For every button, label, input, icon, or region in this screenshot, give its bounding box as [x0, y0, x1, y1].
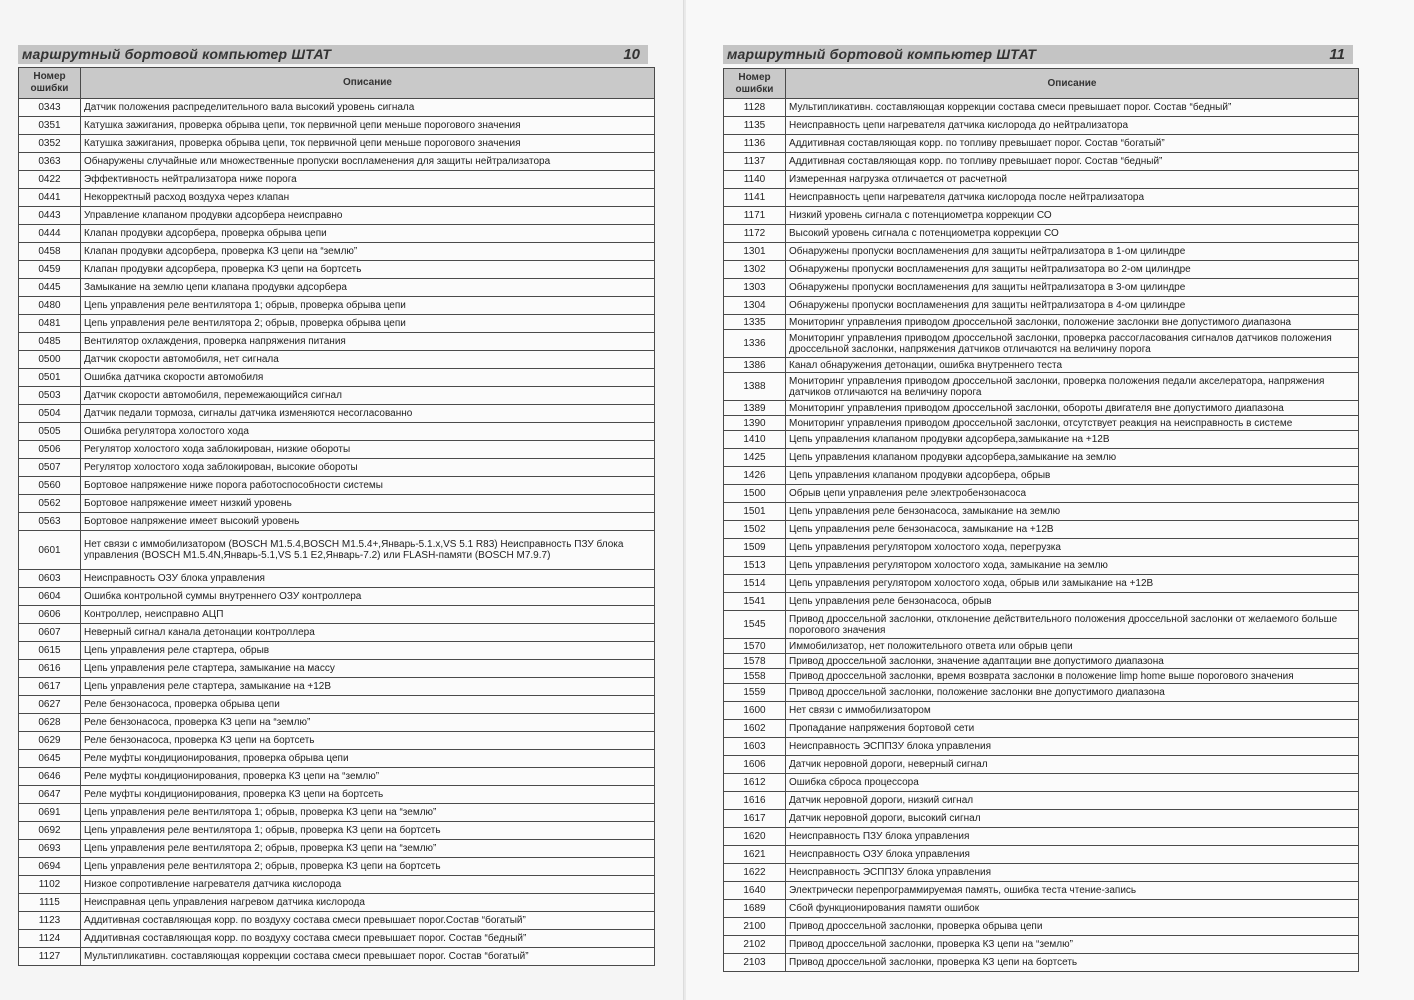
table-row — [19, 624, 655, 642]
table-header-row — [19, 68, 655, 99]
error-description-cell: Реле бензонасоса, проверка обрыва цепи — [81, 696, 655, 714]
table-row — [19, 495, 655, 513]
error-description-cell: Клапан продувки адсорбера, проверка КЗ цепи на “землю” — [81, 243, 655, 261]
error-code-cell: 0604 — [19, 588, 81, 606]
error-code-cell: 0459 — [19, 261, 81, 279]
table-row — [724, 330, 1359, 358]
error-description-cell: Цепь управления реле вентилятора 2; обрыв, проверка КЗ цепи на бортсеть — [81, 858, 655, 876]
error-description-cell: Нет связи с иммобилизатором — [786, 702, 1359, 720]
error-code-cell: 0445 — [19, 279, 81, 297]
error-description-cell: Иммобилизатор, нет положительного ответа или обрыв цепи — [786, 639, 1359, 654]
table-row — [19, 117, 655, 135]
error-description-cell: Обрыв цепи управления реле электробензонасоса — [786, 485, 1359, 503]
table-row — [19, 696, 655, 714]
error-code-cell: 1559 — [724, 684, 786, 702]
error-code-cell: 1386 — [724, 358, 786, 373]
table-row — [724, 738, 1359, 756]
table-row — [724, 611, 1359, 639]
error-code-cell: 1389 — [724, 401, 786, 416]
error-code-cell: 0501 — [19, 369, 81, 387]
error-description-cell: Датчик неровной дороги, низкий сигнал — [786, 792, 1359, 810]
table-row — [19, 822, 655, 840]
error-description-cell: Вентилятор охлаждения, проверка напряжения питания — [81, 333, 655, 351]
table-row — [19, 894, 655, 912]
error-description-cell: Цепь управления регулятором холостого хода, обрыв или замыкание на +12В — [786, 575, 1359, 593]
error-description-cell: Некорректный расход воздуха через клапан — [81, 189, 655, 207]
error-code-cell: 1620 — [724, 828, 786, 846]
error-description-cell: Цепь управления реле вентилятора 2; обрыв, проверка КЗ цепи на “землю” — [81, 840, 655, 858]
table-row — [724, 575, 1359, 593]
table-row — [724, 171, 1359, 189]
error-description-cell: Мультипликативн. составляющая коррекции состава смеси превышает порог. Состав “богатый” — [81, 948, 655, 966]
table-row — [724, 449, 1359, 467]
error-code-cell: 1141 — [724, 189, 786, 207]
table-row — [19, 243, 655, 261]
error-description-cell: Аддитивная составляющая корр. по воздуху состава смеси превышает порог.Состав “богатый” — [81, 912, 655, 930]
table-row — [724, 954, 1359, 972]
error-description-cell: Датчик неровной дороги, неверный сигнал — [786, 756, 1359, 774]
table-row — [19, 279, 655, 297]
table-row — [724, 521, 1359, 539]
table-row — [724, 918, 1359, 936]
error-description-cell: Цепь управления регулятором холостого хода, замыкание на землю — [786, 557, 1359, 575]
error-description-cell: Обнаружены пропуски воспламенения для защиты нейтрализатора в 1-ом цилиндре — [786, 243, 1359, 261]
error-code-cell: 0352 — [19, 135, 81, 153]
table-row — [724, 189, 1359, 207]
table-row — [724, 900, 1359, 918]
error-description-cell: Цепь управления клапаном продувки адсорбера,замыкание на +12В — [786, 431, 1359, 449]
table-row — [724, 654, 1359, 669]
error-code-cell: 1616 — [724, 792, 786, 810]
table-row — [724, 373, 1359, 401]
table-row — [19, 99, 655, 117]
error-description-cell: Сбой функционирования памяти ошибок — [786, 900, 1359, 918]
table-row — [724, 297, 1359, 315]
left-header-title: маршрутный бортовой компьютер ШТАТ — [22, 46, 332, 62]
error-description-cell: Неисправность цепи нагревателя датчика кислорода до нейтрализатора — [786, 117, 1359, 135]
error-description-cell: Контроллер, неисправно АЦП — [81, 606, 655, 624]
error-description-cell: Неисправность ЭСППЗУ блока управления — [786, 864, 1359, 882]
table-row — [19, 804, 655, 822]
column-header-code: Номер ошибки — [19, 68, 81, 99]
error-code-cell: 1140 — [724, 171, 786, 189]
error-description-cell: Привод дроссельной заслонки, отклонение действительного положения дроссельной заслонки от желаемого больше порогового значения — [786, 611, 1359, 639]
table-row — [19, 513, 655, 531]
error-code-cell: 1124 — [19, 930, 81, 948]
error-description-cell: Цепь управления реле вентилятора 1; обрыв, проверка КЗ цепи на “землю” — [81, 804, 655, 822]
table-row — [19, 531, 655, 570]
table-row — [724, 669, 1359, 684]
error-description-cell: Катушка зажигания, проверка обрыва цепи, ток первичной цепи меньше порогового значения — [81, 117, 655, 135]
error-description-cell: Ошибка регулятора холостого хода — [81, 423, 655, 441]
table-row — [724, 828, 1359, 846]
error-description-cell: Реле бензонасоса, проверка КЗ цепи на бортсеть — [81, 732, 655, 750]
error-code-cell: 1426 — [724, 467, 786, 485]
table-row — [724, 936, 1359, 954]
table-row — [724, 792, 1359, 810]
error-code-cell: 0645 — [19, 750, 81, 768]
error-code-cell: 0351 — [19, 117, 81, 135]
error-description-cell: Мониторинг управления приводом дроссельной заслонки, обороты двигателя вне допустимого диапазона — [786, 401, 1359, 416]
table-row — [724, 593, 1359, 611]
error-code-cell: 1545 — [724, 611, 786, 639]
error-description-cell: Бортовое напряжение ниже порога работоспособности системы — [81, 477, 655, 495]
error-code-cell: 0504 — [19, 405, 81, 423]
error-description-cell: Цепь управления реле бензонасоса, обрыв — [786, 593, 1359, 611]
error-code-cell: 1600 — [724, 702, 786, 720]
table-row — [19, 477, 655, 495]
error-code-cell: 0693 — [19, 840, 81, 858]
error-description-cell: Обнаружены случайные или множественные пропуски воспламенения для защиты нейтрализатора — [81, 153, 655, 171]
error-code-cell: 0691 — [19, 804, 81, 822]
error-description-cell: Привод дроссельной заслонки, значение адаптации вне допустимого диапазона — [786, 654, 1359, 669]
table-row — [724, 684, 1359, 702]
error-description-cell: Канал обнаружения детонации, ошибка внутреннего теста — [786, 358, 1359, 373]
table-row — [19, 714, 655, 732]
error-description-cell: Неисправная цепь управления нагревом датчика кислорода — [81, 894, 655, 912]
table-row — [19, 207, 655, 225]
error-code-cell: 1336 — [724, 330, 786, 358]
error-description-cell: Мультипликативн. составляющая коррекции состава смеси превышает порог. Состав “бедный” — [786, 99, 1359, 117]
error-description-cell: Привод дроссельной заслонки, проверка обрыва цепи — [786, 918, 1359, 936]
table-row — [724, 315, 1359, 330]
table-row — [19, 786, 655, 804]
error-code-cell: 1514 — [724, 575, 786, 593]
table-row — [19, 171, 655, 189]
table-row — [724, 810, 1359, 828]
error-code-cell: 0603 — [19, 570, 81, 588]
error-code-cell: 1128 — [724, 99, 786, 117]
error-description-cell: Ошибка контрольной суммы внутреннего ОЗУ контроллера — [81, 588, 655, 606]
error-description-cell: Обнаружены пропуски воспламенения для защиты нейтрализатора во 2-ом цилиндре — [786, 261, 1359, 279]
error-code-cell: 1135 — [724, 117, 786, 135]
table-row — [724, 358, 1359, 373]
error-code-cell: 1513 — [724, 557, 786, 575]
table-row — [724, 401, 1359, 416]
error-code-cell: 1301 — [724, 243, 786, 261]
table-row — [19, 606, 655, 624]
left-page-header — [18, 45, 648, 64]
error-description-cell: Клапан продувки адсорбера, проверка КЗ цепи на бортсеть — [81, 261, 655, 279]
error-description-cell: Нет связи с иммобилизатором (BOSCH M1.5.4,BOSCH M1.5.4+,Январь-5.1.x,VS 5.1 R83) Неисправность ПЗУ блока управления (BOSCH M1.5.4N,Январь-5.1,VS 5.1 E2,Январь-7.2) или FLASH-памяти (BOSCH M7.9.7) — [81, 531, 655, 570]
error-description-cell: Цепь управления реле стартера, замыкание на +12В — [81, 678, 655, 696]
error-description-cell: Цепь управления реле стартера, замыкание на массу — [81, 660, 655, 678]
error-description-cell: Мониторинг управления приводом дроссельной заслонки, проверка положения педали акселератора, напряжения датчиков отличаются на величину порога — [786, 373, 1359, 401]
column-header-description: Описание — [81, 68, 655, 99]
error-code-cell: 1172 — [724, 225, 786, 243]
table-row — [19, 189, 655, 207]
error-code-cell: 0441 — [19, 189, 81, 207]
error-code-cell: 1390 — [724, 416, 786, 431]
error-code-cell: 2102 — [724, 936, 786, 954]
table-row — [19, 660, 655, 678]
column-header-description: Описание — [786, 69, 1359, 99]
error-code-cell: 0646 — [19, 768, 81, 786]
table-row — [724, 864, 1359, 882]
error-code-cell: 1136 — [724, 135, 786, 153]
error-code-cell: 1115 — [19, 894, 81, 912]
error-description-cell: Датчик скорости автомобиля, нет сигнала — [81, 351, 655, 369]
error-code-cell: 0343 — [19, 99, 81, 117]
error-code-cell: 0560 — [19, 477, 81, 495]
error-code-cell: 1689 — [724, 900, 786, 918]
error-code-cell: 0629 — [19, 732, 81, 750]
left-page-number: 10 — [623, 46, 640, 63]
error-code-cell: 1558 — [724, 669, 786, 684]
error-description-cell: Ошибка датчика скорости автомобиля — [81, 369, 655, 387]
table-row — [19, 225, 655, 243]
error-code-cell: 0647 — [19, 786, 81, 804]
error-description-cell: Датчик педали тормоза, сигналы датчика изменяются несогласованно — [81, 405, 655, 423]
error-code-cell: 1410 — [724, 431, 786, 449]
error-description-cell: Измеренная нагрузка отличается от расчетной — [786, 171, 1359, 189]
table-row — [724, 557, 1359, 575]
error-description-cell: Цепь управления реле вентилятора 1; обрыв, проверка обрыва цепи — [81, 297, 655, 315]
error-code-cell: 1602 — [724, 720, 786, 738]
table-row — [19, 750, 655, 768]
error-code-cell: 1302 — [724, 261, 786, 279]
error-description-cell: Аддитивная составляющая корр. по топливу превышает порог. Состав “богатый” — [786, 135, 1359, 153]
error-code-cell: 0607 — [19, 624, 81, 642]
error-code-cell: 1606 — [724, 756, 786, 774]
table-row — [724, 503, 1359, 521]
error-description-cell: Датчик неровной дороги, высокий сигнал — [786, 810, 1359, 828]
error-description-cell: Реле муфты кондиционирования, проверка КЗ цепи на “землю” — [81, 768, 655, 786]
error-description-cell: Цепь управления реле стартера, обрыв — [81, 642, 655, 660]
error-code-cell: 2103 — [724, 954, 786, 972]
table-row — [19, 459, 655, 477]
error-code-cell: 1509 — [724, 539, 786, 557]
error-description-cell: Датчик положения распределительного вала высокий уровень сигнала — [81, 99, 655, 117]
error-code-cell: 1127 — [19, 948, 81, 966]
error-code-cell: 0505 — [19, 423, 81, 441]
error-code-cell: 0422 — [19, 171, 81, 189]
error-code-cell: 1622 — [724, 864, 786, 882]
table-row — [19, 948, 655, 966]
table-row — [724, 431, 1359, 449]
error-code-cell: 0481 — [19, 315, 81, 333]
error-description-cell: Цепь управления реле бензонасоса, замыкание на +12В — [786, 521, 1359, 539]
left-error-table — [18, 67, 655, 966]
error-description-cell: Привод дроссельной заслонки, проверка КЗ цепи на бортсеть — [786, 954, 1359, 972]
table-header-row — [724, 69, 1359, 99]
table-row — [724, 279, 1359, 297]
error-description-cell: Цепь управления клапаном продувки адсорбера, обрыв — [786, 467, 1359, 485]
error-description-cell: Эффективность нейтрализатора ниже порога — [81, 171, 655, 189]
right-header-title: маршрутный бортовой компьютер ШТАТ — [727, 46, 1037, 62]
error-description-cell: Бортовое напряжение имеет низкий уровень — [81, 495, 655, 513]
error-code-cell: 1137 — [724, 153, 786, 171]
error-code-cell: 0601 — [19, 531, 81, 570]
error-code-cell: 0616 — [19, 660, 81, 678]
error-code-cell: 1640 — [724, 882, 786, 900]
table-row — [724, 99, 1359, 117]
error-code-cell: 0606 — [19, 606, 81, 624]
error-description-cell: Замыкание на землю цепи клапана продувки адсорбера — [81, 279, 655, 297]
error-description-cell: Бортовое напряжение имеет высокий уровень — [81, 513, 655, 531]
error-code-cell: 1578 — [724, 654, 786, 669]
table-row — [19, 351, 655, 369]
table-row — [19, 297, 655, 315]
table-row — [724, 539, 1359, 557]
error-description-cell: Неисправность ПЗУ блока управления — [786, 828, 1359, 846]
error-code-cell: 0444 — [19, 225, 81, 243]
error-description-cell: Привод дроссельной заслонки, время возврата заслонки в положение limp home выше порогового значения — [786, 669, 1359, 684]
error-description-cell: Обнаружены пропуски воспламенения для защиты нейтрализатора в 4-ом цилиндре — [786, 297, 1359, 315]
error-code-cell: 0506 — [19, 441, 81, 459]
error-description-cell: Высокий уровень сигнала с потенциометра коррекции СО — [786, 225, 1359, 243]
error-code-cell: 0480 — [19, 297, 81, 315]
table-row — [19, 930, 655, 948]
error-description-cell: Мониторинг управления приводом дроссельной заслонки, отсутствует реакция на неисправность в системе — [786, 416, 1359, 431]
table-row — [724, 153, 1359, 171]
error-description-cell: Неисправность цепи нагревателя датчика кислорода после нейтрализатора — [786, 189, 1359, 207]
error-description-cell: Цепь управления реле бензонасоса, замыкание на землю — [786, 503, 1359, 521]
error-code-cell: 0627 — [19, 696, 81, 714]
error-code-cell: 0363 — [19, 153, 81, 171]
error-code-cell: 1303 — [724, 279, 786, 297]
table-row — [19, 732, 655, 750]
table-row — [19, 840, 655, 858]
table-row — [724, 485, 1359, 503]
table-row — [19, 135, 655, 153]
error-description-cell: Аддитивная составляющая корр. по воздуху состава смеси превышает порог. Состав “бедный” — [81, 930, 655, 948]
error-code-cell: 0615 — [19, 642, 81, 660]
error-description-cell: Датчик скорости автомобиля, перемежающийся сигнал — [81, 387, 655, 405]
error-description-cell: Пропадание напряжения бортовой сети — [786, 720, 1359, 738]
error-description-cell: Низкое сопротивление нагревателя датчика кислорода — [81, 876, 655, 894]
error-code-cell: 1612 — [724, 774, 786, 792]
right-page-header — [723, 45, 1353, 64]
table-row — [724, 467, 1359, 485]
error-code-cell: 1102 — [19, 876, 81, 894]
error-code-cell: 0500 — [19, 351, 81, 369]
table-row — [724, 702, 1359, 720]
error-description-cell: Неисправность ЭСППЗУ блока управления — [786, 738, 1359, 756]
error-code-cell: 2100 — [724, 918, 786, 936]
error-code-cell: 0694 — [19, 858, 81, 876]
table-row — [724, 243, 1359, 261]
error-code-cell: 1171 — [724, 207, 786, 225]
table-row — [724, 756, 1359, 774]
table-row — [19, 405, 655, 423]
table-row — [19, 678, 655, 696]
error-description-cell: Реле муфты кондиционирования, проверка КЗ цепи на бортсеть — [81, 786, 655, 804]
error-code-cell: 0503 — [19, 387, 81, 405]
table-row — [724, 261, 1359, 279]
table-row — [724, 882, 1359, 900]
error-description-cell: Катушка зажигания, проверка обрыва цепи, ток первичной цепи меньше порогового значения — [81, 135, 655, 153]
table-row — [724, 117, 1359, 135]
table-row — [19, 261, 655, 279]
error-code-cell: 0563 — [19, 513, 81, 531]
error-description-cell: Реле бензонасоса, проверка КЗ цепи на “землю” — [81, 714, 655, 732]
error-description-cell: Реле муфты кондиционирования, проверка обрыва цепи — [81, 750, 655, 768]
error-code-cell: 0562 — [19, 495, 81, 513]
table-row — [19, 588, 655, 606]
error-code-cell: 1621 — [724, 846, 786, 864]
right-error-table — [723, 68, 1359, 972]
table-row — [724, 207, 1359, 225]
error-description-cell: Цепь управления реле вентилятора 2; обрыв, проверка обрыва цепи — [81, 315, 655, 333]
error-code-cell: 1603 — [724, 738, 786, 756]
table-row — [19, 369, 655, 387]
error-description-cell: Цепь управления реле вентилятора 1; обрыв, проверка КЗ цепи на бортсеть — [81, 822, 655, 840]
error-code-cell: 1617 — [724, 810, 786, 828]
error-description-cell: Регулятор холостого хода заблокирован, высокие обороты — [81, 459, 655, 477]
table-row — [19, 912, 655, 930]
error-code-cell: 1502 — [724, 521, 786, 539]
error-code-cell: 0507 — [19, 459, 81, 477]
error-code-cell: 0617 — [19, 678, 81, 696]
error-code-cell: 0458 — [19, 243, 81, 261]
table-row — [724, 639, 1359, 654]
table-row — [19, 441, 655, 459]
error-code-cell: 0692 — [19, 822, 81, 840]
error-code-cell: 1501 — [724, 503, 786, 521]
table-row — [19, 315, 655, 333]
table-row — [19, 570, 655, 588]
error-description-cell: Управление клапаном продувки адсорбера неисправно — [81, 207, 655, 225]
error-description-cell: Мониторинг управления приводом дроссельной заслонки, положение заслонки вне допустимого диапазона — [786, 315, 1359, 330]
table-row — [19, 387, 655, 405]
error-code-cell: 0443 — [19, 207, 81, 225]
table-row — [724, 846, 1359, 864]
error-code-cell: 1541 — [724, 593, 786, 611]
table-row — [724, 416, 1359, 431]
table-row — [19, 858, 655, 876]
error-code-cell: 1425 — [724, 449, 786, 467]
error-code-cell: 1123 — [19, 912, 81, 930]
error-code-cell: 1500 — [724, 485, 786, 503]
error-code-cell: 1335 — [724, 315, 786, 330]
table-row — [724, 135, 1359, 153]
right-page-number: 11 — [1329, 46, 1345, 63]
error-code-cell: 1304 — [724, 297, 786, 315]
error-description-cell: Цепь управления клапаном продувки адсорбера,замыкание на землю — [786, 449, 1359, 467]
table-row — [19, 642, 655, 660]
error-description-cell: Низкий уровень сигнала с потенциометра коррекции СО — [786, 207, 1359, 225]
table-row — [724, 720, 1359, 738]
error-description-cell: Неисправность ОЗУ блока управления — [786, 846, 1359, 864]
error-code-cell: 1388 — [724, 373, 786, 401]
error-description-cell: Электрически перепрограммируемая память, ошибка теста чтение-запись — [786, 882, 1359, 900]
error-code-cell: 0485 — [19, 333, 81, 351]
error-description-cell: Привод дроссельной заслонки, проверка КЗ цепи на “землю” — [786, 936, 1359, 954]
error-description-cell: Неверный сигнал канала детонации контроллера — [81, 624, 655, 642]
error-description-cell: Ошибка сброса процессора — [786, 774, 1359, 792]
table-row — [19, 876, 655, 894]
table-row — [19, 423, 655, 441]
error-description-cell: Аддитивная составляющая корр. по топливу превышает порог. Состав “бедный” — [786, 153, 1359, 171]
table-row — [724, 774, 1359, 792]
error-code-cell: 1570 — [724, 639, 786, 654]
error-description-cell: Регулятор холостого хода заблокирован, низкие обороты — [81, 441, 655, 459]
error-description-cell: Мониторинг управления приводом дроссельной заслонки, проверка рассогласования сигналов датчиков положения дроссельной заслонки, напряжения датчиков отличаются на величину порога — [786, 330, 1359, 358]
table-row — [724, 225, 1359, 243]
error-description-cell: Неисправность ОЗУ блока управления — [81, 570, 655, 588]
error-description-cell: Привод дроссельной заслонки, положение заслонки вне допустимого диапазона — [786, 684, 1359, 702]
table-row — [19, 768, 655, 786]
error-description-cell: Цепь управления регулятором холостого хода, перегрузка — [786, 539, 1359, 557]
column-header-code: Номер ошибки — [724, 69, 786, 99]
table-row — [19, 333, 655, 351]
error-code-cell: 0628 — [19, 714, 81, 732]
error-description-cell: Клапан продувки адсорбера, проверка обрыва цепи — [81, 225, 655, 243]
table-row — [19, 153, 655, 171]
error-description-cell: Обнаружены пропуски воспламенения для защиты нейтрализатора в 3-ом цилиндре — [786, 279, 1359, 297]
